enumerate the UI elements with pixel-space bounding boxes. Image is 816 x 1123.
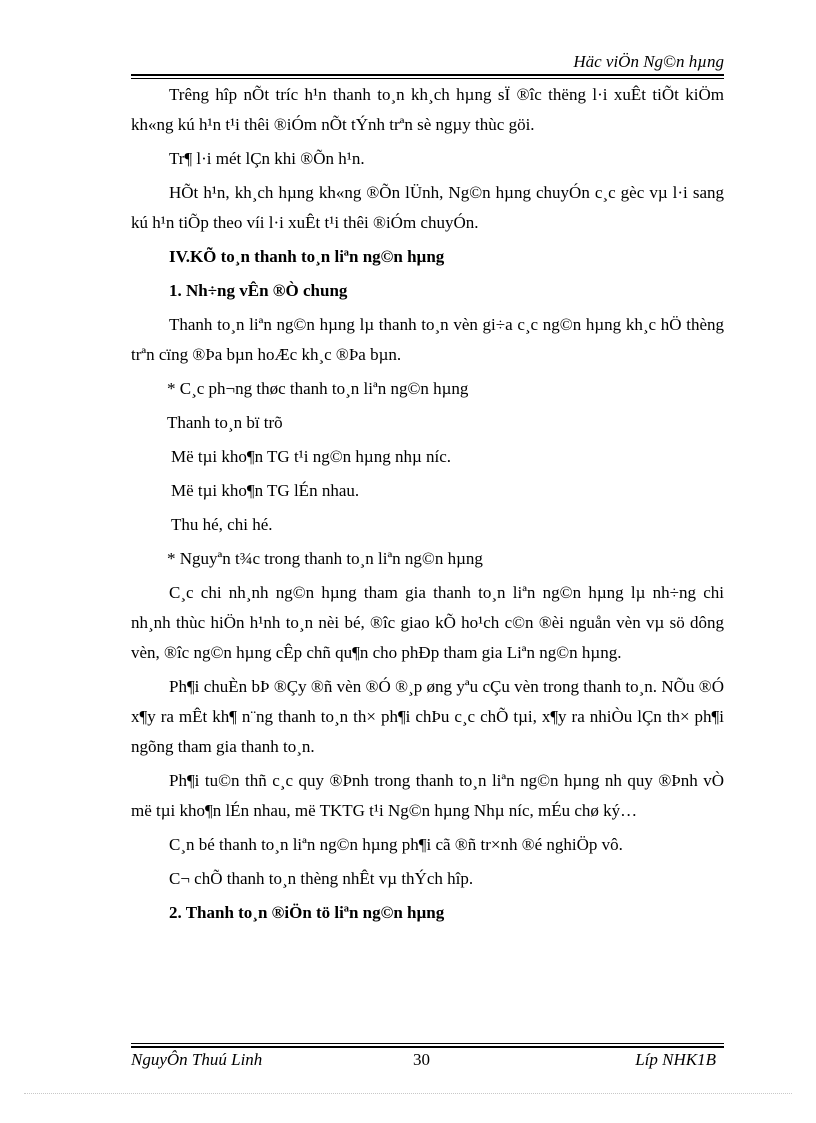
principles-title: * Nguyªn t¾c trong thanh to¸n liªn ng©n hµng xyxy=(167,549,483,568)
footer-rule-thin xyxy=(131,1043,724,1044)
principle-item: C¸c chi nh¸nh ng©n hµng tham gia thanh to¸n liªn ng©n hµng lµ nh÷ng chi nh¸nh thùc hiÖn h¹nh to¸n nèi bé, ®îc giao kÕ ho¹ch c©n ®èi nguån vèn vµ sö dông vèn, ®îc ng©n hµng cÊp chñ qu¶n cho phÐp tham gia Liªn ng©n hµng. xyxy=(131,583,724,662)
paragraph-maturity: HÕt h¹n, kh¸ch hµng kh«ng ®Õn lÜnh, Ng©n hµng chuyÓn c¸c gèc vµ l·i sang kú h¹n tiÕp theo víi l·i xuÊt t¹i thêi ®iÓm chuyÓn. xyxy=(131,183,724,232)
page-number: 30 xyxy=(413,1050,430,1069)
footer-rule xyxy=(131,1046,724,1048)
principle-item: C¬ chÕ thanh to¸n thèng nhÊt vµ thÝch hîp. xyxy=(169,869,474,888)
subsection-heading-2: 2. Thanh to¸n ®iÖn tö liªn ng©n hµng xyxy=(169,903,445,922)
page-body xyxy=(131,80,724,932)
header-title: Häc viÖn Ng©n hµng xyxy=(573,52,724,71)
principle-item: Ph¶i chuÈn bÞ ®Çy ®ñ vèn ®Ó ®¸p øng yªu cÇu vèn trong thanh to¸n. NÕu ®Ó x¶y ra mÊt kh¶ n¨ng thanh to¸n th× ph¶i chÞu c¸c chÕ tµi, x¶y ra nhiÒu lÇn th× ph¶i ngõng tham gia thanh to¸n. xyxy=(131,677,724,756)
paragraph-intro: Thanh to¸n liªn ng©n hµng lµ thanh to¸n vèn gi÷a c¸c ng©n hµng kh¸c hÖ thèng trªn cïng ®Þa bµn hoÆc kh¸c ®Þa bµn. xyxy=(131,315,724,364)
subsection-heading-1: 1. Nh÷ng vÊn ®Ò chung xyxy=(169,281,348,300)
principle-item: Ph¶i tu©n thñ c¸c quy ®Þnh trong thanh to¸n liªn ng©n hµng nh quy ®Þnh vÒ më tµi kho¶n lÉn nhau, më TKTG t¹i Ng©n hµng Nhµ níc, mÉu chø ký… xyxy=(131,771,724,820)
section-heading: IV.KÕ to¸n thanh to¸n liªn ng©n hµng xyxy=(169,247,445,266)
header-rule xyxy=(131,74,724,76)
paragraph-interest-payment: Tr¶ l·i mét lÇn khi ®Õn h¹n. xyxy=(169,149,365,168)
methods-title: * C¸c ph¬ng thøc thanh to¸n liªn ng©n hµng xyxy=(167,379,469,398)
page-break-line xyxy=(24,1093,792,1094)
method-item: Më tµi kho¶n TG t¹i ng©n hµng nhµ níc. xyxy=(171,447,452,466)
method-item: Thanh to¸n bï trõ xyxy=(167,413,283,432)
method-item: Më tµi kho¶n TG lÉn nhau. xyxy=(171,481,360,500)
method-item: Thu hé, chi hé. xyxy=(171,515,273,534)
header-rule-thin xyxy=(131,78,724,79)
principle-item: C¸n bé thanh to¸n liªn ng©n hµng ph¶i cã ®ñ tr×nh ®é nghiÖp vô. xyxy=(169,835,623,854)
paragraph-early-withdrawal: Trêng hîp nÕt tríc h¹n thanh to¸n kh¸ch hµng sÏ ®îc thëng l·i xuÊt tiÕt kiÖm kh«ng kú h¹n t¹i thêi ®iÓm nÕt tÝnh trªn sè ngµy thùc göi. xyxy=(131,85,724,134)
footer-class: Líp NHK1B xyxy=(635,1050,716,1069)
footer-author: NguyÔn Thuú Linh xyxy=(131,1050,263,1069)
